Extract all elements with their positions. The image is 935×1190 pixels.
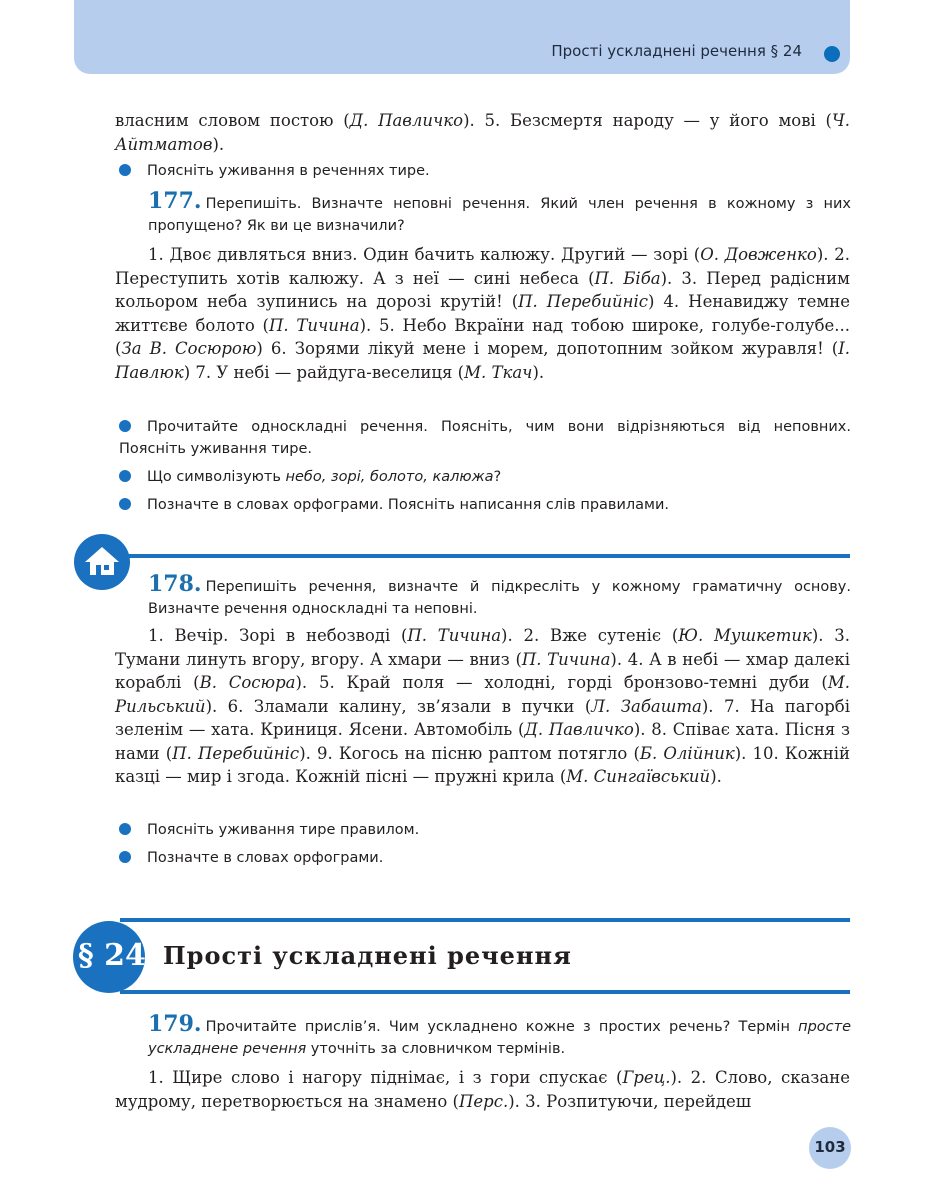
homework-divider	[118, 554, 850, 558]
bullet-icon	[119, 851, 131, 863]
bullet-icon	[119, 164, 131, 176]
section-number: § 24	[78, 938, 146, 973]
exercise-179-instruction: 179. Прочитайте прислів’я. Чим ускладнено кожне з простих речень? Термін просте ускладнене речення уточніть за словничком термінів.	[148, 1011, 851, 1057]
home-icon	[74, 534, 130, 590]
running-title: Прості ускладнені речення § 24	[551, 42, 802, 60]
section-rule-top	[120, 918, 850, 922]
bullet-icon	[119, 498, 131, 510]
question-orthograms-2: Позначте в словах орфограми.	[119, 847, 851, 869]
question-orthograms: Позначте в словах орфограми. Поясніть написання слів правилами.	[119, 494, 851, 516]
page-header	[74, 0, 850, 74]
page-number: 103	[814, 1138, 846, 1156]
exercise-178-instruction: 178. Перепишіть речення, визначте й підкресліть у кожному граматичну основу. Визначте речення односкладні та неповні.	[148, 571, 851, 617]
exercise-177-instruction: 177. Перепишіть. Визначте неповні речення. Який член речення в кожному з них пропущено? Як ви це визначили?	[148, 188, 851, 234]
homework-marker	[74, 534, 130, 590]
exercise-number: 177.	[148, 188, 202, 214]
exercise-number: 179.	[148, 1011, 202, 1037]
question-symbols: Що символізують небо, зорі, болото, калюжа?	[119, 466, 851, 488]
continued-text: власним словом постою (Д. Павличко). 5. Безсмертя народу — у його мові (Ч. Айтматов).	[115, 111, 850, 154]
bullet-icon	[119, 420, 131, 432]
exercise-number: 178.	[148, 571, 202, 597]
exercise-177-text: 1. Двоє дивляться вниз. Один бачить калюжу. Другий — зорі (О. Довженко). 2. Переступить хотів калюжу. А з неї — сині небеса (П. Біба). 3. Перед радісним кольором неба зупинись на дорозі крутій! (П. Перебийніс) 4. Ненавиджу темне життєве болото (П. Тичина). 5. Небо Вкраїни над тобою широке, голубе-голубе... (За В. Сосюрою) 6. Зорями лікуй мене і морем, допотопним зойком журавля! (І. Павлюк) 7. У небі — райдуга-веселиця (М. Ткач).	[115, 245, 851, 382]
section-rule-bottom	[120, 990, 850, 994]
question-one-member: Прочитайте односкладні речення. Поясніть, чим вони відрізняються від неповних. Поясніть уживання тире.	[119, 419, 851, 457]
question-dash: Поясніть уживання в реченнях тире.	[119, 160, 851, 182]
exercise-178-text: 1. Вечір. Зорі в небозводі (П. Тичина). 2. Вже сутеніє (Ю. Мушкетик). 3. Тумани линуть вгору, вгору. А хмари — вниз (П. Тичина). 4. А в небі — хмар далекі кораблі (В. Сосюра). 5. Край поля — холодні, горді бронзово-темні дуби (М. Рильський). 6. Зламали калину, зв’язали в пучки (Л. Забашта). 7. На пагорбі зеленім — хата. Криниця. Ясени. Автомобіль (Д. Павличко). 8. Співає хата. Пісня з нами (П. Перебийніс). 9. Когось на пісню раптом потягло (Б. Олійник). 10. Кожній казці — мир і згода. Кожній пісні — пружні крила (М. Сингаївський).	[115, 626, 850, 786]
section-title: Прості ускладнені речення	[163, 941, 572, 970]
bullet-icon	[119, 470, 131, 482]
header-dot-icon	[824, 46, 840, 62]
exercise-179-text: 1. Щире слово і нагору піднімає, і з гори спускає (Грец.). 2. Слово, сказане мудрому, перетворюється на знамено (Перс.). 3. Розпитуючи, перейдеш	[115, 1068, 850, 1111]
bullet-icon	[119, 823, 131, 835]
question-dash-rule: Поясніть уживання тире правилом.	[119, 819, 851, 841]
